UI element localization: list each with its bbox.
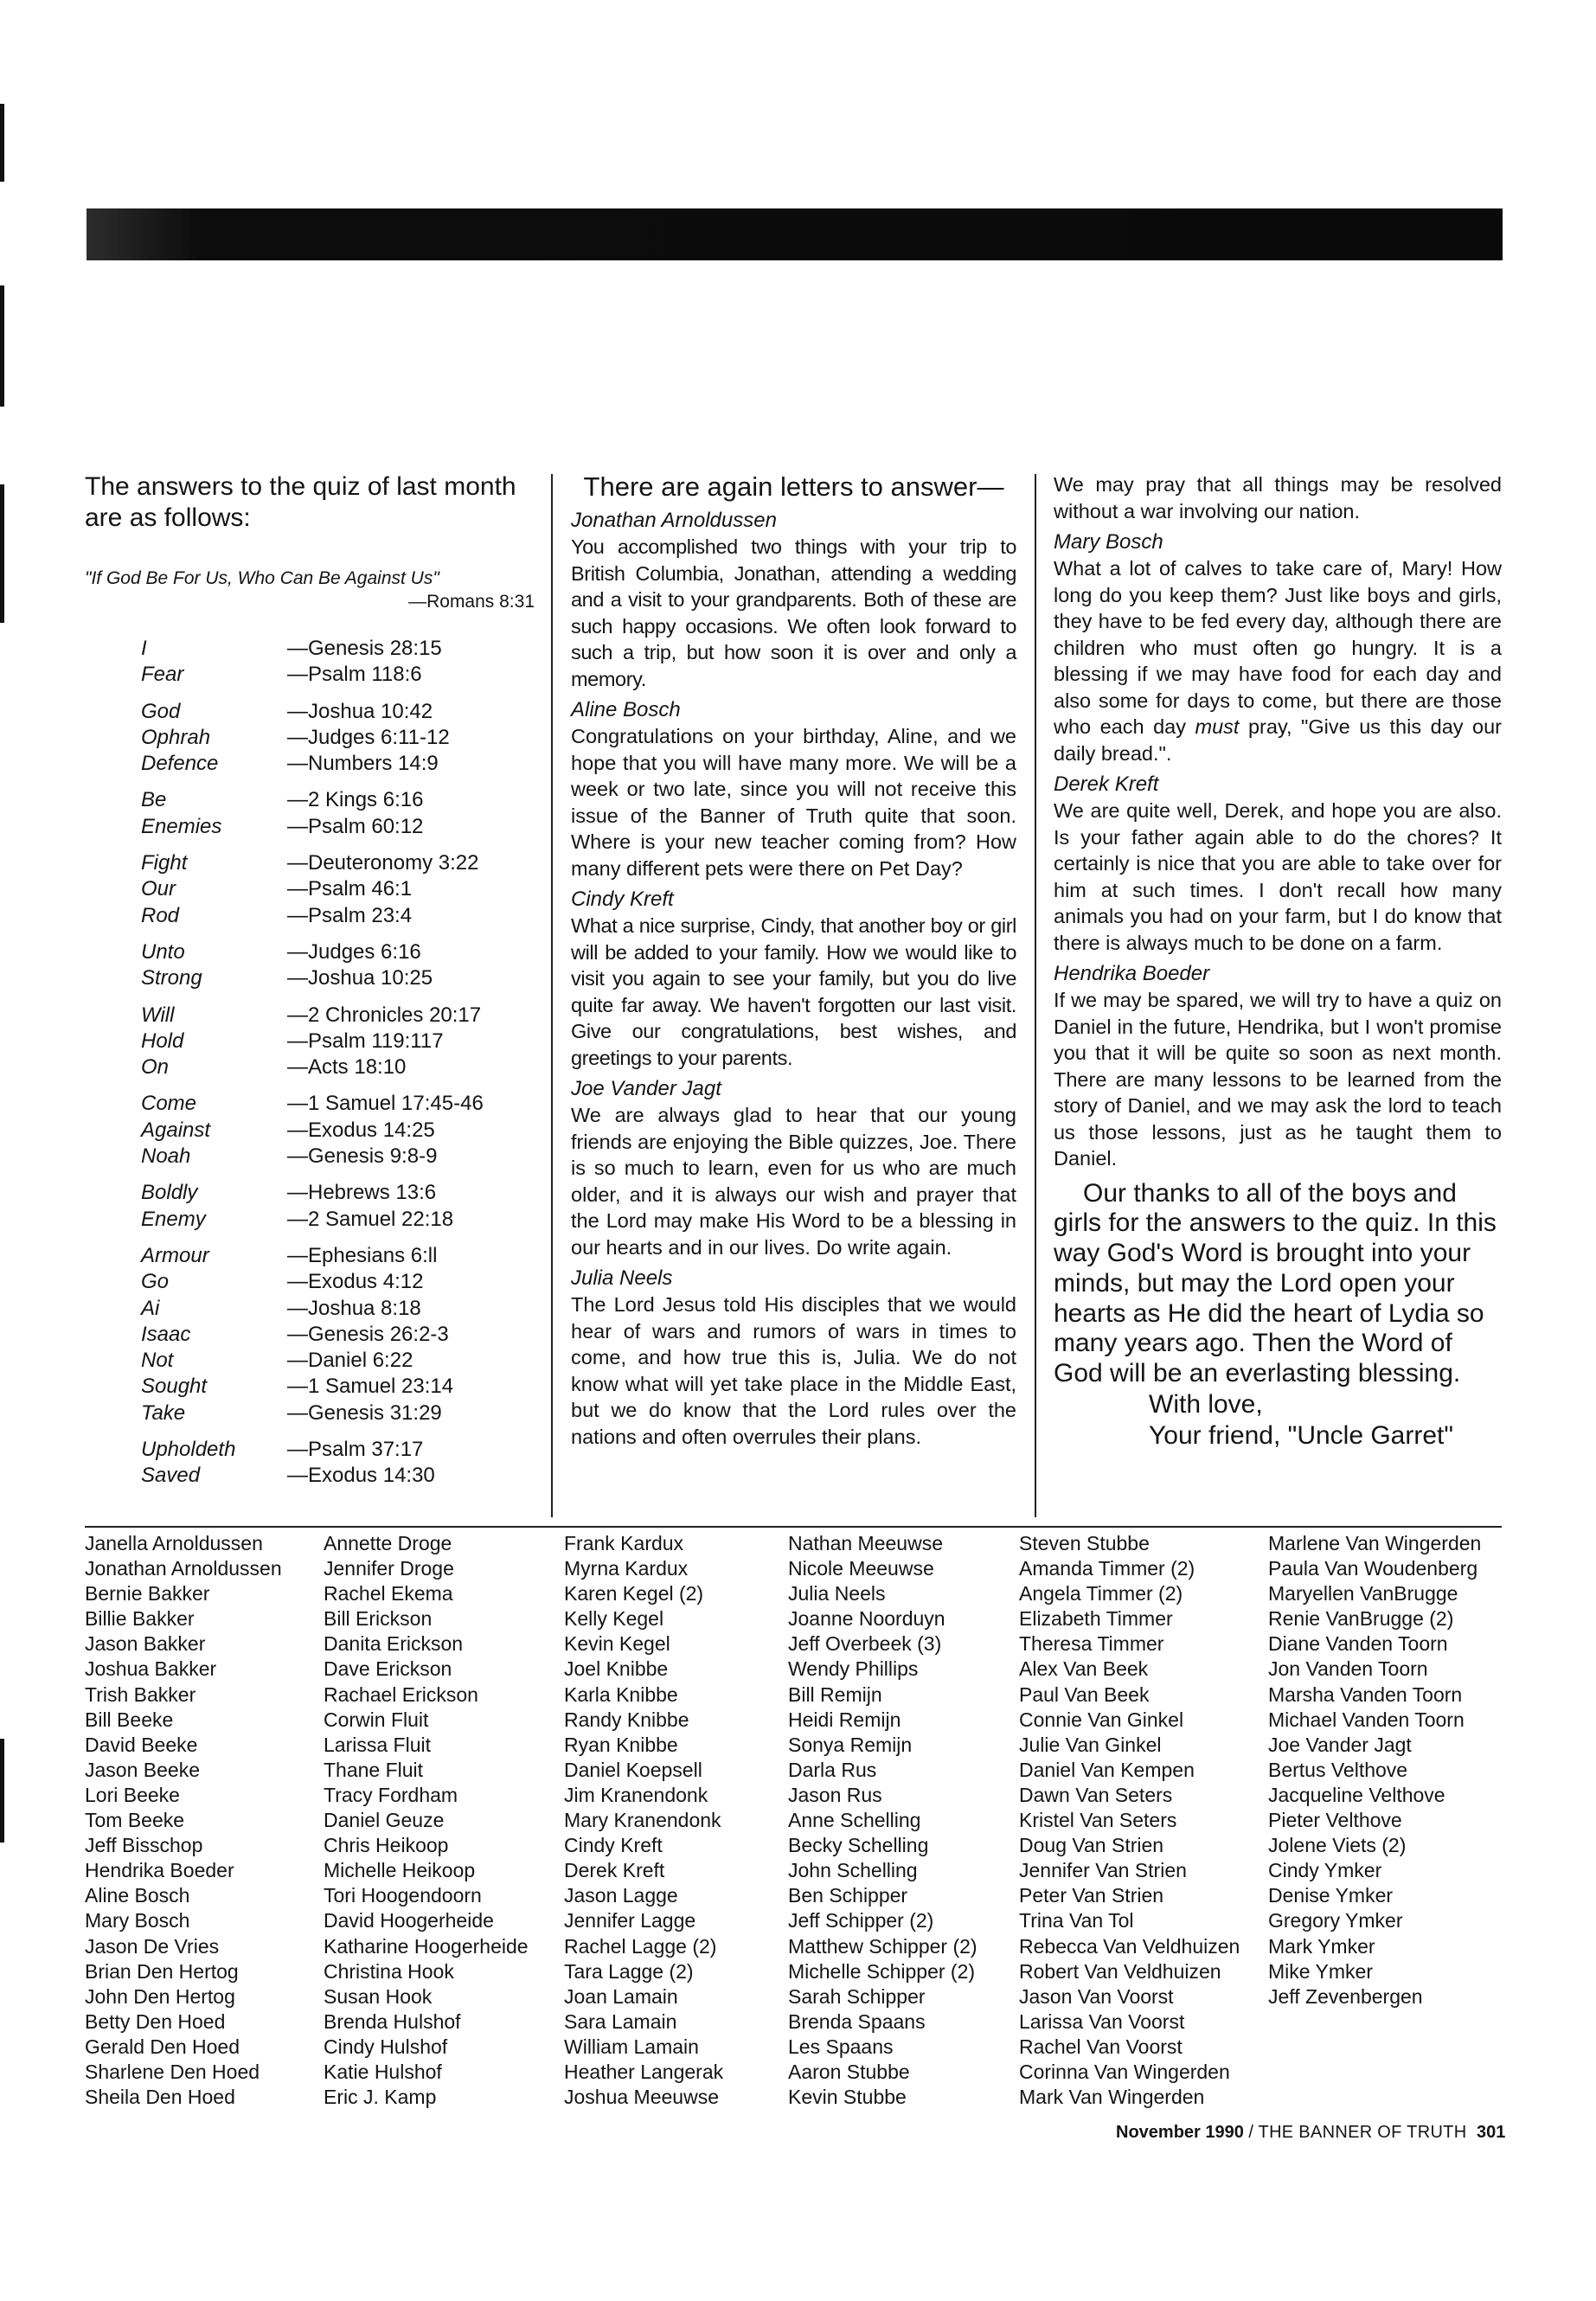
contributor-name: Daniel Van Kempen — [1019, 1758, 1195, 1781]
contributor-name: Bill Remijn — [788, 1682, 882, 1706]
contributor-name: Michelle Schipper (2) — [788, 1959, 976, 1983]
contributor-name: Kelly Kegel — [564, 1607, 664, 1631]
answer-row — [85, 939, 535, 965]
answer-reference: —2 Kings 6:16 — [287, 788, 424, 812]
answer-word: Ai — [141, 1296, 160, 1320]
contributor-name: Mike Ymker — [1268, 1959, 1373, 1983]
answer-list — [85, 636, 535, 1490]
contributor-name: Christina Hook — [324, 1959, 454, 1983]
contributor-name: Jennifer Droge — [324, 1557, 454, 1580]
answer-word: Noah — [141, 1144, 191, 1169]
answer-row — [85, 699, 535, 725]
contributor-name: Sarah Schipper — [788, 1984, 926, 2008]
answer-row — [85, 1180, 535, 1206]
answer-group — [85, 636, 535, 689]
answer-row — [85, 1374, 535, 1400]
answer-reference: —Joshua 8:18 — [287, 1296, 421, 1320]
answer-row — [85, 1243, 535, 1269]
answer-row — [85, 787, 535, 813]
contributor-name: Nathan Meeuwse — [788, 1532, 943, 1554]
answer-row — [85, 1003, 535, 1029]
contributor-name: Diane Vanden Toorn — [1268, 1632, 1448, 1656]
contributor-name: Ben Schipper — [788, 1884, 908, 1907]
answer-word: On — [141, 1055, 170, 1080]
letter-recipient: Mary Bosch — [1054, 530, 1163, 554]
quiz-lead: The answers to the quiz of last month are as follows: — [85, 472, 516, 532]
contributor-name: Les Spaans — [788, 2035, 894, 2058]
contributor-name: Rachel Van Voorst — [1019, 2035, 1183, 2058]
answer-word: I — [141, 637, 147, 660]
answer-reference: —Genesis 9:8-9 — [287, 1144, 438, 1169]
letters-list-continued — [1054, 529, 1502, 1172]
contributor-name: Paul Van Beek — [1019, 1682, 1150, 1706]
answer-reference: —1 Samuel 17:45-46 — [287, 1092, 484, 1116]
contributor-name: Jason Lagge — [564, 1884, 678, 1907]
contributor-name: Renie VanBrugge (2) — [1268, 1607, 1454, 1631]
scan-edge-mark — [0, 1739, 4, 1843]
letter-body: If we may be spared, we will try to have a quiz on Daniel in the future, Hendrika, but I won't promise you that it will be quite so soon as next month. There are many lessons to be learned from the story of Daniel, and we may ask the lord to teach us those lessons, just as he taught them to Daniel. — [1054, 989, 1502, 1170]
quiz-answers-column — [85, 471, 535, 1490]
contributor-name: Jonathan Arnoldussen — [85, 1557, 282, 1580]
contributor-name: Pieter Velthove — [1268, 1809, 1402, 1832]
contributor-name: Aline Bosch — [85, 1884, 190, 1907]
contributor-name: Tori Hoogendoorn — [324, 1884, 482, 1907]
column-divider — [551, 474, 553, 1517]
answer-group — [85, 1437, 535, 1490]
contributor-name: Betty Den Hoed — [85, 2009, 226, 2033]
answer-word: Unto — [141, 939, 185, 964]
contributor-name: Tracy Fordham — [324, 1783, 458, 1806]
contributor-name: Anne Schelling — [788, 1809, 921, 1832]
contributor-name: Jacqueline Velthove — [1268, 1783, 1445, 1806]
letter-body: The Lord Jesus told His disciples that we would hear of wars and rumors of wars in times to come, and how true this is, Julia. We do not know what will yet take place in the Middle East, but we do know that the Lord rules over the nations and often overrules their plans. — [571, 1293, 1016, 1448]
answer-row — [85, 1144, 535, 1170]
answer-row — [85, 965, 535, 991]
letters-continued-column — [1054, 471, 1502, 1452]
answer-word: Take — [141, 1400, 186, 1425]
answer-row — [85, 1296, 535, 1322]
footer-publication: THE BANNER OF TRUTH — [1258, 2123, 1467, 2142]
scan-edge-mark — [0, 104, 4, 182]
answer-row — [85, 1348, 535, 1374]
contributor-name: Sonya Remijn — [788, 1733, 913, 1756]
contributor-name: Nicole Meeuwse — [788, 1557, 934, 1580]
answer-word: Go — [141, 1270, 170, 1294]
column-divider — [1035, 474, 1036, 1517]
contributor-name: Sara Lamain — [564, 2009, 677, 2033]
contributor-name: Daniel Koepsell — [564, 1758, 702, 1781]
answer-reference: —Joshua 10:25 — [287, 966, 433, 990]
contributor-name: John Schelling — [788, 1859, 918, 1882]
contributor-name: Cindy Kreft — [564, 1834, 663, 1857]
contributor-name: Tom Beeke — [85, 1809, 185, 1832]
contributor-name: Robert Van Veldhuizen — [1019, 1959, 1221, 1983]
contributor-name: Maryellen VanBrugge — [1268, 1582, 1458, 1606]
contributor-name: Annette Droge — [324, 1532, 452, 1554]
contributor-name: Theresa Timmer — [1019, 1632, 1164, 1656]
answer-word: Boldly — [141, 1181, 198, 1205]
answer-row — [85, 1091, 535, 1117]
contributor-name: Steven Stubbe — [1019, 1532, 1150, 1554]
letter-body: What a nice surprise, Cindy, that another boy or girl will be added to your family. How we would like to visit you again to see your family, but you do live quite far away. We haven't forgotten our last visit. Give our congratulations, best wishes, and greetings to your parents. — [571, 914, 1016, 1069]
footer-separator: / — [1243, 2123, 1259, 2142]
answer-word: Fight — [141, 851, 188, 875]
contributor-name: Bill Erickson — [324, 1607, 433, 1631]
contributor-name: Julie Van Ginkel — [1019, 1733, 1162, 1756]
letters-lead: There are again letters to answer— — [583, 471, 1004, 502]
answer-reference: —Daniel 6:22 — [287, 1349, 413, 1373]
answer-word: Rod — [141, 903, 180, 927]
contributor-name: Kevin Stubbe — [788, 2086, 907, 2109]
answer-reference: —Genesis 26:2-3 — [287, 1322, 449, 1346]
contributor-name: Frank Kardux — [564, 1532, 684, 1554]
contributor-name: Wendy Phillips — [788, 1657, 919, 1681]
contributor-name: Alex Van Beek — [1019, 1657, 1149, 1681]
answer-row — [85, 1269, 535, 1295]
contributor-name: David Beeke — [85, 1733, 198, 1756]
contributor-name: Denise Ymker — [1268, 1884, 1394, 1907]
contributor-name: Kevin Kegel — [564, 1632, 670, 1656]
answer-word: Ophrah — [141, 725, 211, 749]
contributor-name: Danita Erickson — [324, 1632, 464, 1656]
scan-edge-mark — [0, 285, 4, 407]
answer-reference: —Deuteronomy 3:22 — [287, 851, 479, 875]
answer-group — [85, 1243, 535, 1426]
contributor-name: Jolene Viets (2) — [1268, 1834, 1407, 1857]
answer-reference: —Judges 6:16 — [287, 939, 421, 964]
contributor-name: Joshua Meeuwse — [564, 2086, 719, 2109]
answer-reference: —Psalm 46:1 — [287, 877, 413, 901]
names-divider — [85, 1526, 1502, 1528]
contributor-name: Connie Van Ginkel — [1019, 1708, 1184, 1731]
contributor-name: Larissa Fluit — [324, 1733, 431, 1756]
contributor-name: Jason Rus — [788, 1783, 882, 1806]
names-column-2 — [324, 1531, 529, 2110]
contributor-name: Rachel Lagge (2) — [564, 1934, 717, 1958]
answer-row — [85, 903, 535, 929]
contributor-name: Katie Hulshof — [324, 2060, 442, 2083]
answer-reference: —Numbers 14:9 — [287, 752, 439, 776]
contributor-name: Joanne Noorduyn — [788, 1607, 945, 1631]
answer-row — [85, 1437, 535, 1463]
answer-row — [85, 751, 535, 777]
header-band — [87, 208, 1503, 260]
answer-reference: —Genesis 28:15 — [287, 637, 442, 660]
answer-reference: —Exodus 4:12 — [287, 1270, 424, 1294]
answer-word: Be — [141, 788, 167, 812]
answer-group — [85, 939, 535, 992]
contributor-name: Marsha Vanden Toorn — [1268, 1682, 1463, 1706]
letter-continuation: We may pray that all things may be resolved without a war involving our nation. — [1054, 473, 1502, 522]
answer-word: Defence — [141, 752, 219, 776]
answer-reference: —2 Samuel 22:18 — [287, 1207, 454, 1231]
answer-reference: —Joshua 10:42 — [287, 699, 433, 723]
contributor-name: Heather Langerak — [564, 2060, 724, 2083]
contributor-name: Katharine Hoogerheide — [324, 1934, 529, 1958]
letter-recipient: Jonathan Arnoldussen — [571, 509, 777, 532]
answer-reference: —Exodus 14:25 — [287, 1118, 435, 1142]
letters-column — [571, 471, 1016, 1450]
contributor-name: Myrna Kardux — [564, 1557, 689, 1580]
contributor-name: Bernie Bakker — [85, 1582, 210, 1606]
contributor-name: Jim Kranendonk — [564, 1783, 708, 1806]
contributor-name: Joan Lamain — [564, 1984, 678, 2008]
contributor-name: Corinna Van Wingerden — [1019, 2060, 1230, 2083]
closing-paragraph: Our thanks to all of the boys and girls for the answers to the quiz. In this way God's Word is brought into your minds, but may the Lord open your hearts as He did the heart of Lydia so many years ago. Then the Word of God will be an everlasting blessing. — [1054, 1178, 1497, 1388]
contributor-name: Brian Den Hertog — [85, 1959, 239, 1983]
contributor-name: Daniel Geuze — [324, 1809, 445, 1832]
quiz-title: "If God Be For Us, Who Can Be Against Us" — [85, 568, 439, 588]
answer-row — [85, 850, 535, 876]
contributor-name: Trina Van Tol — [1019, 1909, 1134, 1932]
contributor-name: Joel Knibbe — [564, 1657, 669, 1681]
answer-row — [85, 1054, 535, 1080]
answer-group — [85, 1180, 535, 1233]
contributor-name: Jason De Vries — [85, 1934, 220, 1958]
contributor-name: Jason Van Voorst — [1019, 1984, 1174, 2008]
contributor-name: Gregory Ymker — [1268, 1909, 1403, 1932]
letter-body-part: What a lot of calves to take care of, Mary! How long do you keep them? Just like boys and girls, they have to be fed every day, although there are children who must often go hungry. It is a blessing if we may have food for each day and also some for days to come, but there are those who each day — [1054, 557, 1502, 738]
answer-word: Enemy — [141, 1207, 206, 1231]
contributor-name: Trish Bakker — [85, 1682, 196, 1706]
answer-word: Against — [141, 1118, 211, 1142]
answer-reference: —Psalm 60:12 — [287, 814, 424, 838]
answer-row — [85, 1322, 535, 1348]
names-column-3 — [564, 1531, 723, 2110]
contributor-name: Jason Beeke — [85, 1758, 200, 1781]
page-footer — [1116, 2123, 1505, 2143]
contributor-name: David Hoogerheide — [324, 1909, 494, 1932]
contributor-name: Jeff Bisschop — [85, 1834, 203, 1857]
answer-word: Hold — [141, 1029, 184, 1053]
answer-group — [85, 787, 535, 840]
answer-reference: —Psalm 119:117 — [287, 1029, 444, 1053]
answer-word: Come — [141, 1092, 197, 1116]
contributor-name: John Den Hertog — [85, 1984, 235, 2008]
answer-reference: —Psalm 37:17 — [287, 1438, 424, 1462]
letter-recipient: Cindy Kreft — [571, 888, 674, 911]
letter-recipient: Joe Vander Jagt — [571, 1077, 721, 1100]
contributor-name: Jennifer Van Strien — [1019, 1859, 1187, 1882]
answer-group — [85, 1003, 535, 1081]
contributor-name: Ryan Knibbe — [564, 1733, 678, 1756]
contributor-name: Jon Vanden Toorn — [1268, 1657, 1428, 1681]
letter-body-part: pray, "Give us this day our daily bread.". — [1054, 715, 1502, 765]
letter-body: We are always glad to hear that our young friends are enjoying the Bible quizzes, Joe. There is so much to learn, even for us who are much older, and it is always our wish and prayer that the Lord may make His Word to be a blessing in our hearts and in our lives. Do write again. — [571, 1104, 1016, 1259]
contributor-name: Hendrika Boeder — [85, 1859, 234, 1882]
answer-row — [85, 1118, 535, 1144]
contributor-name: Mark Ymker — [1268, 1934, 1375, 1958]
contributor-name: Dawn Van Seters — [1019, 1783, 1173, 1806]
contributor-name: Amanda Timmer (2) — [1019, 1557, 1195, 1580]
contributor-name: Darla Rus — [788, 1758, 877, 1781]
contributor-name: Janella Arnoldussen — [85, 1532, 263, 1554]
answer-row — [85, 1207, 535, 1233]
answer-word: Will — [141, 1003, 175, 1027]
letter-recipient: Derek Kreft — [1054, 772, 1159, 796]
contributor-name: Brenda Hulshof — [324, 2009, 461, 2033]
answer-reference: —Psalm 118:6 — [287, 663, 422, 687]
contributor-name: Michelle Heikoop — [324, 1859, 476, 1882]
answer-word: Enemies — [141, 814, 222, 838]
contributor-name: Rachel Ekema — [324, 1582, 453, 1606]
contributor-name: Larissa Van Voorst — [1019, 2009, 1185, 2033]
letter-body: Congratulations on your birthday, Aline, and we hope that you will have many more. We will be a week or two late, since you will not receive this issue of the Banner of Truth quite that soon. Where is your new teacher coming from? How many different pets were there on Pet Day? — [571, 725, 1016, 880]
names-column-5 — [1019, 1531, 1240, 2110]
answer-row — [85, 1029, 535, 1054]
contributor-name: Rebecca Van Veldhuizen — [1019, 1934, 1240, 1958]
letter-body: You accomplished two things with your trip to British Columbia, Jonathan, attending a wedding and a visit to your grandparents. Both of these are such happy occasions. We often look forward to such a trip, but how soon it is over and only a memory. — [571, 535, 1016, 690]
contributor-name: Randy Knibbe — [564, 1708, 689, 1731]
contributor-name: Joshua Bakker — [85, 1657, 217, 1681]
footer-date: November 1990 — [1116, 2123, 1244, 2142]
answer-word: Fear — [141, 663, 184, 687]
letter-recipient: Aline Bosch — [571, 698, 681, 721]
answer-group — [85, 1091, 535, 1170]
answer-word: Armour — [141, 1243, 209, 1267]
contributor-name: Chris Heikoop — [324, 1834, 449, 1857]
contributor-name: Bertus Velthove — [1268, 1758, 1408, 1781]
contributor-name: Cindy Ymker — [1268, 1859, 1382, 1882]
contributor-name: Mary Kranendonk — [564, 1809, 721, 1832]
contributor-name: Jason Bakker — [85, 1632, 206, 1656]
answer-word: Isaac — [141, 1322, 191, 1346]
contributor-name: Joe Vander Jagt — [1268, 1733, 1412, 1756]
signoff: With love, — [1149, 1390, 1263, 1420]
contributor-name: Mary Bosch — [85, 1909, 190, 1932]
contributor-name: Jeff Schipper (2) — [788, 1909, 934, 1932]
letter-recipient: Julia Neels — [571, 1266, 673, 1290]
contributor-name: Michael Vanden Toorn — [1268, 1708, 1465, 1731]
answer-row — [85, 1463, 535, 1489]
answer-word: Strong — [141, 966, 202, 990]
answer-group — [85, 699, 535, 778]
answer-row — [85, 1400, 535, 1426]
contributor-name: Kristel Van Seters — [1019, 1809, 1177, 1832]
contributor-name: Gerald Den Hoed — [85, 2035, 240, 2058]
answer-reference: —Acts 18:10 — [287, 1055, 407, 1080]
contributor-name: Susan Hook — [324, 1984, 433, 2008]
answer-row — [85, 725, 535, 751]
contributor-name: Tara Lagge (2) — [564, 1959, 694, 1983]
contributor-name: Aaron Stubbe — [788, 2060, 910, 2083]
contributor-name: Brenda Spaans — [788, 2009, 926, 2033]
contributor-name: Sheila Den Hoed — [85, 2086, 235, 2109]
signature: Your friend, "Uncle Garret" — [1149, 1421, 1454, 1451]
contributor-name: Sharlene Den Hoed — [85, 2060, 260, 2083]
letter-recipient: Hendrika Boeder — [1054, 962, 1210, 985]
letter-body — [1054, 555, 1502, 766]
contributor-name: Corwin Fluit — [324, 1708, 429, 1731]
contributor-name: Eric J. Kamp — [324, 2086, 437, 2109]
contributor-name: Karen Kegel (2) — [564, 1582, 704, 1606]
answer-word: Sought — [141, 1375, 208, 1399]
answer-word: Upholdeth — [141, 1438, 236, 1462]
names-column-6 — [1268, 1531, 1481, 2009]
answer-row — [85, 662, 535, 688]
answer-word: God — [141, 699, 181, 723]
contributor-name: Derek Kreft — [564, 1859, 665, 1882]
contributor-name: Jeff Zevenbergen — [1268, 1984, 1423, 2008]
names-column-1 — [85, 1531, 282, 2110]
contributor-name: Rachael Erickson — [324, 1682, 478, 1706]
contributor-name: Mark Van Wingerden — [1019, 2086, 1205, 2109]
contributor-name: Angela Timmer (2) — [1019, 1582, 1183, 1606]
contributor-name: Jeff Overbeek (3) — [788, 1632, 942, 1656]
contributor-name: Cindy Hulshof — [324, 2035, 448, 2058]
contributor-name: Dave Erickson — [324, 1657, 452, 1681]
contributor-name: Julia Neels — [788, 1582, 886, 1606]
contributor-name: Karla Knibbe — [564, 1682, 678, 1706]
contributor-name: Peter Van Strien — [1019, 1884, 1164, 1907]
contributor-name: Doug Van Strien — [1019, 1834, 1164, 1857]
answer-row — [85, 814, 535, 840]
contributor-name: Elizabeth Timmer — [1019, 1607, 1173, 1631]
contributor-name: Marlene Van Wingerden — [1268, 1532, 1482, 1554]
answer-reference: —Exodus 14:30 — [287, 1464, 435, 1488]
answer-reference: —Psalm 23:4 — [287, 903, 413, 927]
answer-reference: —Judges 6:11-12 — [287, 725, 450, 749]
answer-reference: —2 Chronicles 20:17 — [287, 1003, 482, 1027]
contributor-name: Thane Fluit — [324, 1758, 424, 1781]
names-column-4 — [788, 1531, 977, 2110]
contributor-name: Matthew Schipper (2) — [788, 1934, 977, 1958]
page-number: 301 — [1477, 2123, 1506, 2142]
contributor-name: Billie Bakker — [85, 1607, 195, 1631]
contributor-name: Bill Beeke — [85, 1708, 174, 1731]
letter-emphasis: must — [1195, 715, 1240, 738]
contributor-name: Paula Van Woudenberg — [1268, 1557, 1478, 1580]
contributor-name: Heidi Remijn — [788, 1708, 901, 1731]
contributor-name: Lori Beeke — [85, 1783, 180, 1806]
contributor-name: Jennifer Lagge — [564, 1909, 696, 1932]
scan-edge-mark — [0, 484, 4, 623]
answer-row — [85, 636, 535, 662]
letters-list — [571, 508, 1016, 1450]
quiz-reference: —Romans 8:31 — [408, 592, 535, 612]
answer-reference: —1 Samuel 23:14 — [287, 1375, 454, 1399]
answer-word: Not — [141, 1349, 174, 1373]
answer-word: Saved — [141, 1464, 201, 1488]
contributor-name: Becky Schelling — [788, 1834, 929, 1857]
answer-group — [85, 850, 535, 929]
answer-reference: —Ephesians 6:ll — [287, 1243, 438, 1267]
answer-reference: —Hebrews 13:6 — [287, 1181, 437, 1205]
letter-body: We are quite well, Derek, and hope you are also. Is your father again able to do the chores? It certainly is nice that you are able to take over for him at such times. I don't recall how many animals you had on your farm, but I do know that there is always much to be done on a farm. — [1054, 799, 1502, 954]
answer-word: Our — [141, 877, 176, 901]
answer-row — [85, 876, 535, 902]
contributor-name: William Lamain — [564, 2035, 699, 2058]
answer-reference: —Genesis 31:29 — [287, 1400, 442, 1425]
